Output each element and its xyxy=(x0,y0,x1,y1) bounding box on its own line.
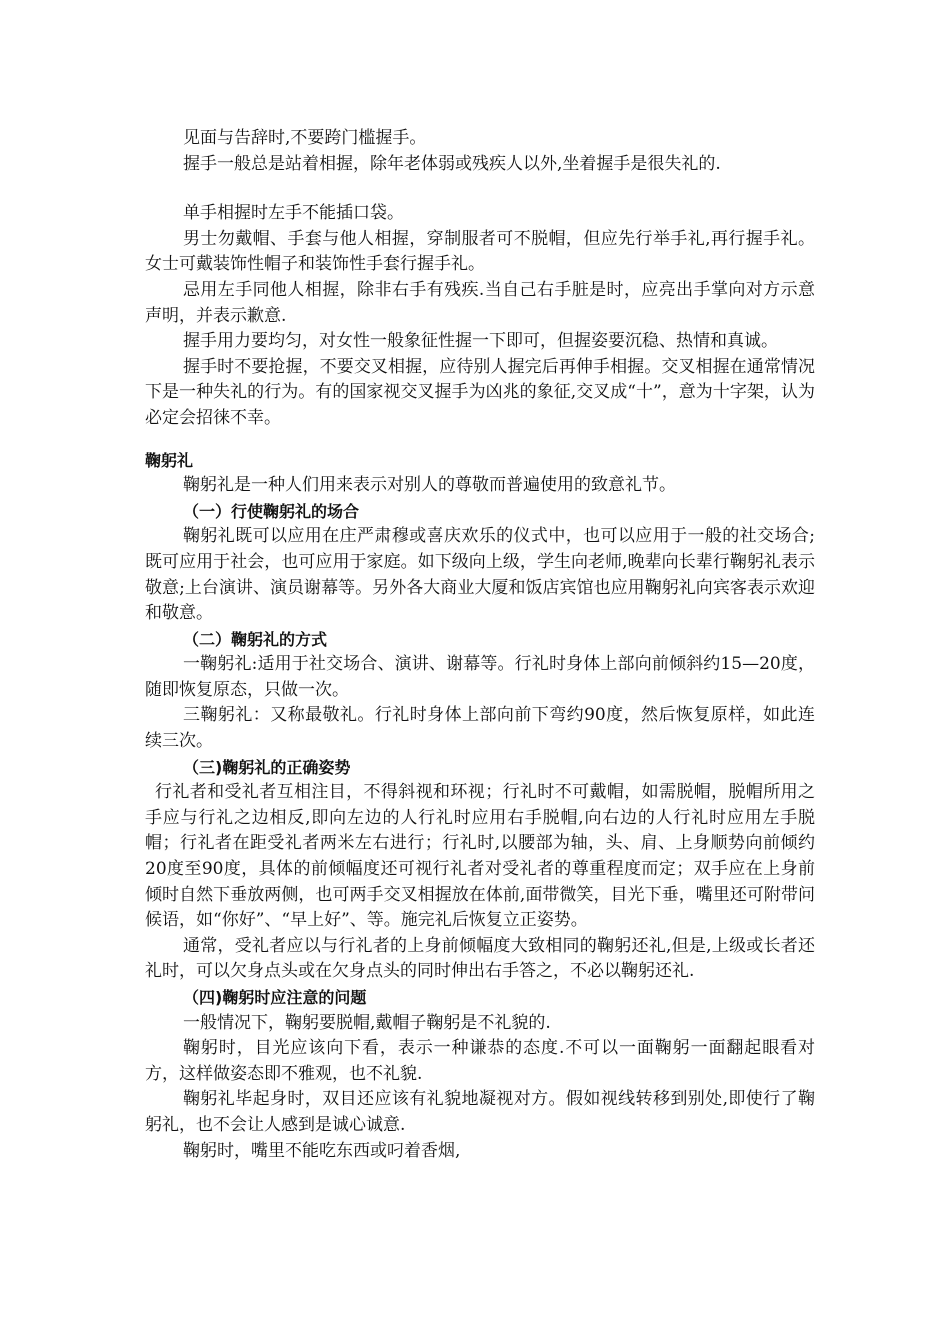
subsection-heading: （四)鞠躬时应注意的问题 xyxy=(183,988,367,1007)
paragraph: 三鞠躬礼：又称最敬礼。行礼时身体上部向前下弯约90度，然后恢复原样，如此连续三次。 xyxy=(145,705,815,752)
section-title: 鞠躬礼 xyxy=(145,450,194,470)
paragraph: 鞠躬礼毕起身时，双目还应该有礼貌地凝视对方。假如视线转移到别处,即使行了鞠躬礼，也不会让人感到是诚心诚意. xyxy=(145,1089,815,1135)
subsection-heading: （一）行使鞠躬礼的场合 xyxy=(183,501,360,521)
paragraph: 鞠躬时，目光应该向下看，表示一种谦恭的态度.不可以一面鞠躬一面翻起眼看对方，这样做姿态即不雅观，也不礼貌. xyxy=(145,1038,815,1084)
paragraph: 握手用力要均匀，对女性一般象征性握一下即可，但握姿要沉稳、热情和真诚。 xyxy=(183,331,778,352)
paragraph: 一鞠躬礼:适用于社交场合、演讲、谢幕等。行礼时身体上部向前倾斜约15—20度，随即恢复原态，只做一次。 xyxy=(145,654,815,700)
document-body xyxy=(145,126,815,1164)
paragraph: 握手一般总是站着相握，除年老体弱或残疾人以外,坐着握手是很失礼的. xyxy=(183,153,721,174)
paragraph: 忌用左手同他人相握，除非右手有残疾.当自己右手脏是时，应亮出手掌向对方示意声明，并表示歉意. xyxy=(145,279,815,326)
paragraph-gap xyxy=(145,177,815,201)
paragraph: 单手相握时左手不能插口袋。 xyxy=(183,203,404,224)
paragraph: 鞠躬礼是一种人们用来表示对别人的尊敬而普遍使用的致意礼节。 xyxy=(183,475,676,496)
paragraph: 见面与告辞时,不要跨门槛握手。 xyxy=(183,128,427,148)
paragraph: 男士勿戴帽、手套与他人相握，穿制服者可不脱帽，但应先行举手礼,再行握手礼。女士可戴装饰性帽子和装饰性手套行握手礼。 xyxy=(145,228,815,275)
paragraph: 握手时不要抢握，不要交叉相握，应待别人握完后再伸手相握。交叉相握在通常情况下是一种失礼的行为。有的国家视交叉握手为凶兆的象征,交叉成“十”，意为十字架，认为必定会招徕不幸。 xyxy=(145,356,815,428)
paragraph: 鞠躬时，嘴里不能吃东西或叼着香烟, xyxy=(183,1140,461,1161)
paragraph: 行礼者和受礼者互相注目，不得斜视和环视；行礼时不可戴帽，如需脱帽，脱帽所用之手应与行礼之边相反,即向左边的人行礼时应用右手脱帽,向右边的人行礼时应用左手脱帽；行礼者在距受礼者两米左右进行；行礼时,以腰部为轴，头、肩、上身顺势向前倾约20度至90度，具体的前倾幅度还可视行礼者对受礼者的尊重程度而定；双手应在上身前倾时自然下垂放两侧，也可两手交叉相握放在体前,面带微笑，目光下垂，嘴里还可附带问候语，如“你好”、“早上好”、等。施完礼后恢复立正姿势。 xyxy=(145,782,815,931)
paragraph: 鞠躬礼既可以应用在庄严肃穆或喜庆欢乐的仪式中，也可以应用于一般的社交场合;既可应用于社会，也可应用于家庭。如下级向上级，学生向老师,晚辈向长辈行鞠躬礼表示敬意;上台演讲、演员谢幕等。另外各大商业大厦和饭店宾馆也应用鞠躬礼向宾客表示欢迎和敬意。 xyxy=(145,526,815,624)
paragraph: 一般情况下，鞠躬要脱帽,戴帽子鞠躬是不礼貌的. xyxy=(183,1012,551,1033)
section-gap xyxy=(145,432,815,448)
subsection-heading: （二）鞠躬礼的方式 xyxy=(183,629,328,649)
subsection-heading: （三)鞠躬礼的正确姿势 xyxy=(183,757,351,777)
paragraph: 通常，受礼者应以与行礼者的上身前倾幅度大致相同的鞠躬还礼,但是,上级或长者还礼时，可以欠身点头或在欠身点头的同时伸出右手答之，不必以鞠躬还礼. xyxy=(145,935,815,982)
